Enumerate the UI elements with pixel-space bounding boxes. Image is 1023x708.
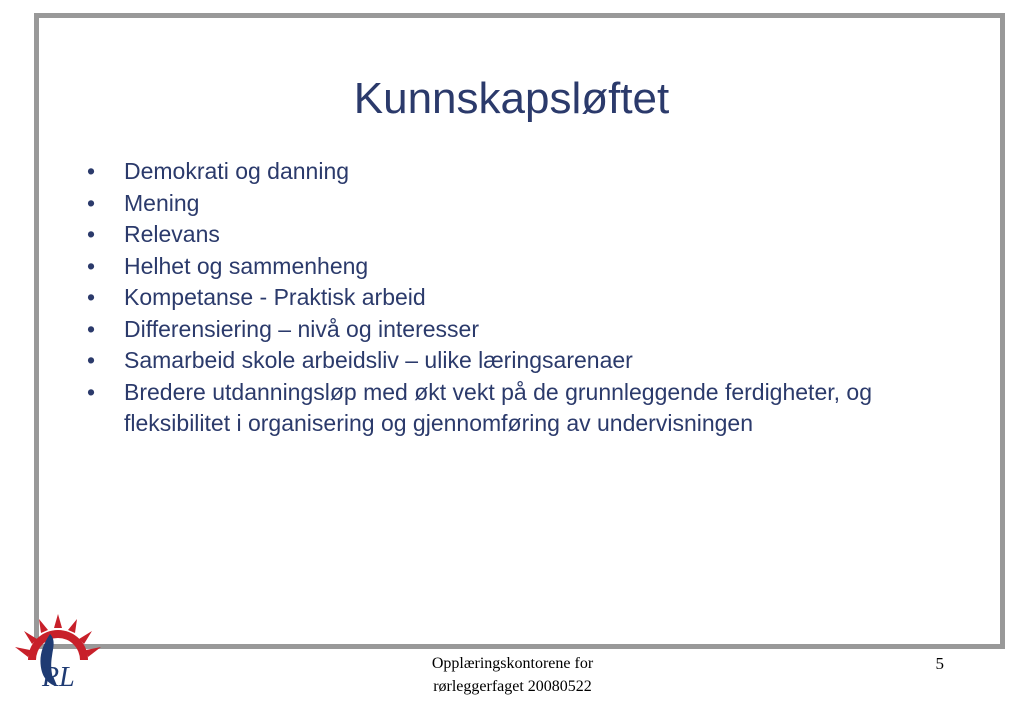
list-item-text: Helhet og sammenheng [124, 252, 369, 279]
page-number: 5 [935, 654, 944, 673]
list-item [87, 282, 877, 314]
nrl-logo-icon [12, 612, 104, 694]
footer-text [380, 652, 645, 698]
list-item-text: Samarbeid skole arbeidsliv – ulike læringsarenaer [124, 347, 633, 373]
list-item [87, 188, 877, 220]
footer-line-1: Opplæringskontorene for [431, 655, 594, 672]
list-item-text: Demokrati og danning [124, 158, 350, 184]
bullet-icon: • [87, 378, 96, 405]
bullet-icon: • [87, 189, 96, 216]
list-item-text: Kompetanse - Praktisk arbeid [124, 284, 426, 310]
bullet-icon: • [87, 158, 96, 184]
logo-text: RL [42, 662, 75, 693]
bullet-icon: • [87, 347, 96, 373]
list-item [87, 251, 877, 283]
list-item-text: Differensiering – nivå og interesser [124, 315, 479, 342]
bullet-icon: • [87, 221, 96, 247]
bullet-list [87, 156, 877, 440]
slide-title: Kunnskapsløftet [353, 74, 670, 123]
sunburst-icon [15, 614, 101, 660]
footer-line-2: rørleggerfaget 20080522 [433, 678, 592, 695]
list-item [87, 345, 877, 377]
list-item [87, 156, 877, 188]
bullet-icon: • [87, 252, 96, 279]
bullet-icon: • [87, 315, 96, 342]
list-item [87, 219, 877, 251]
list-item-text: Relevans [124, 221, 220, 247]
list-item-text: Bredere utdanningsløp med økt vekt på de grunnleggende ferdigheter, og fleksibilitet i organisering og gjennomføring av undervisningen [124, 378, 872, 436]
list-item [87, 377, 877, 440]
bullet-icon: • [87, 284, 96, 310]
list-item-text: Mening [124, 189, 200, 216]
list-item [87, 314, 877, 346]
